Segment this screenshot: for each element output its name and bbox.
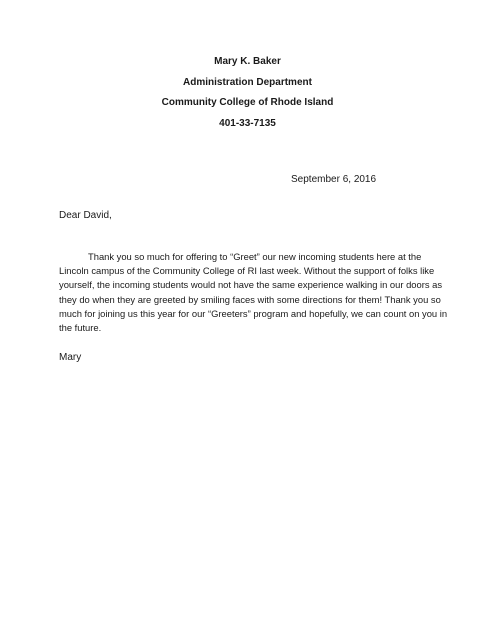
signature: Mary [59, 352, 82, 363]
body-line: the future. [59, 322, 102, 334]
letterhead [0, 56, 495, 138]
sender-institution: Community College of Rhode Island [161, 97, 334, 108]
body-line: Lincoln campus of the Community College of RI last week. Without the support of folks like [59, 265, 435, 277]
letter-body [59, 250, 448, 335]
body-line: yourself, the incoming students would not have the same experience walking in our doors as [59, 279, 443, 291]
body-line: Thank you so much for offering to “Greet” our new incoming students here at the [88, 251, 422, 262]
sender-department: Administration Department [183, 76, 312, 88]
body-line: they do when they are greeted by smiling faces with some directions for them! Thank you so [59, 293, 441, 305]
letter-date: September 6, 2016 [291, 174, 377, 185]
body-line: much for joining us this year for our “Greeters” program and hopefully, we can count on you in [59, 307, 448, 319]
salutation: Dear David, [59, 210, 112, 221]
sender-phone: 401-33-7135 [219, 117, 276, 129]
sender-name: Mary K. Baker [214, 56, 281, 67]
